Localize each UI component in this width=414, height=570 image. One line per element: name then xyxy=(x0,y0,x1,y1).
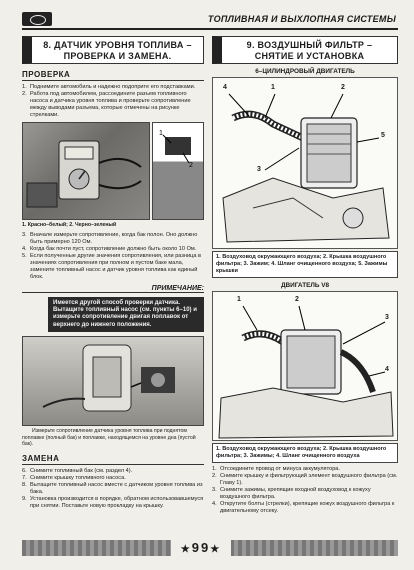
list-item-text: Отсоедините провод от минуса аккумулятора. xyxy=(220,466,340,472)
list-item-text: Вначале измерьте сопротивление, когда бак полон. Оно должно быть примерно 120 Ом. xyxy=(30,231,198,245)
list-item xyxy=(22,475,204,482)
fuel-pump-icon xyxy=(23,337,203,425)
list-item-number: 1. xyxy=(22,84,27,90)
check-steps-list xyxy=(22,84,204,119)
list-item xyxy=(22,482,204,496)
list-item-text: Снимите топливный бак (см. раздел 4). xyxy=(30,467,133,474)
multimeter-icon xyxy=(23,123,149,219)
list-item-number: 3. xyxy=(22,231,27,238)
list-item-number: 2. xyxy=(22,91,27,97)
callout-1: 1 xyxy=(237,296,241,303)
list-item xyxy=(22,468,204,475)
list-item xyxy=(22,496,204,510)
air-filter-steps-list xyxy=(212,466,398,515)
connector-icon xyxy=(153,123,203,219)
list-item-number: 6. xyxy=(22,467,27,474)
engine6-caption: 1. Воздуховод окружающего воздуха; 2. Крышка воздушного фильтра; 3. Зажим; 4. Шланг очищенного воздуха; 5. Зажимы крышки xyxy=(212,251,398,278)
engine6-diagram xyxy=(212,77,398,249)
callout-1: 1 xyxy=(271,84,275,91)
list-item xyxy=(22,91,204,119)
replace-steps-list xyxy=(22,468,204,510)
connector-measurement-photo xyxy=(22,122,150,220)
air-filter-v8-illustration xyxy=(213,292,397,440)
callout-3: 3 xyxy=(385,314,389,321)
callout-2: 2 xyxy=(341,84,345,91)
engine8-caption: 1. Воздуховод окружающего воздуха; 2. Крышка воздушного фильтра; 3. Зажимы; 4. Шланг очищенного воздуха xyxy=(212,443,398,463)
star-icon: ★ xyxy=(180,544,192,555)
connector-closeup-photo xyxy=(152,122,204,220)
page-header xyxy=(22,12,398,30)
list-item-number: 9. xyxy=(22,495,27,502)
pump-photo-caption: Измерьте сопротивление датчика уровня топлива при поднятом поплавке (полный бак) и поплавке, находящемся на уровне дна (пустой бак). xyxy=(22,428,196,448)
list-item xyxy=(212,501,398,515)
callout-4: 4 xyxy=(385,366,389,373)
engine8-diagram xyxy=(212,291,398,441)
list-item-text: Снимите зажимы, крепящие входной воздуховод к кожуху воздушного фильтра. xyxy=(220,487,371,500)
svg-text:1: 1 xyxy=(159,130,163,137)
engine8-label: ДВИГАТЕЛЬ V8 xyxy=(280,282,330,289)
chapter-title: ТОПЛИВНАЯ И ВЫХЛОПНАЯ СИСТЕМЫ xyxy=(207,14,396,24)
left-column xyxy=(22,36,204,510)
callout-2: 2 xyxy=(295,296,299,303)
replace-heading: ЗАМЕНА xyxy=(22,454,204,465)
list-item-text: Открутите болты (стрелки), крепящие кожух воздушного фильтра к двигательному отсеку. xyxy=(220,501,395,514)
list-item xyxy=(22,232,204,246)
svg-text:2: 2 xyxy=(189,162,193,169)
list-item xyxy=(22,246,204,253)
list-item-number: 8. xyxy=(22,481,27,488)
list-item xyxy=(22,84,204,91)
list-item-text: Поднимите автомобиль и надежно подоприте его подставками. xyxy=(30,84,196,90)
air-filter-6cyl-illustration xyxy=(213,78,397,248)
list-item-text: Когда бак почти пуст, сопротивление должно быть около 10 Ом. xyxy=(30,245,197,252)
note-box: Имеется другой способ проверки датчика. Вытащите топливный насос (см. пункты 6–10) и измерьте сопротивление двигая поплавок от верхнего до нижнего положения. xyxy=(48,297,204,333)
list-item-number: 4. xyxy=(212,501,217,507)
callout-4: 4 xyxy=(223,84,227,91)
list-item-number: 4. xyxy=(22,245,27,252)
list-item-text: Работа под автомобилем, рассоедините разъем топливного насоса и датчика уровня топлива и проверьте сопротивление между выводами разъема, которые отмечены на рисунке стрелками. xyxy=(30,91,191,118)
list-item-text: Установка производится в порядке, обратном использовавшемуся при снятии. Поставьте новую прокладку на крышку. xyxy=(30,495,204,509)
list-item xyxy=(212,473,398,487)
section-9-banner: 9. ВОЗДУШНЫЙ ФИЛЬТР – СНЯТИЕ И УСТАНОВКА xyxy=(212,36,398,64)
list-item-number: 3. xyxy=(212,487,217,493)
note-label: ПРИМЕЧАНИЕ: xyxy=(22,285,204,293)
fuel-pump-photo xyxy=(22,336,204,426)
resistance-steps-list xyxy=(22,232,204,281)
list-item-number: 5. xyxy=(22,252,27,259)
list-item-text: Если полученные другие значения сопротивления, или разница в значениях сопротивления при полном и пустом баке мала, замените топливный насос и датчик уровня топлива как единый блок. xyxy=(30,252,201,280)
photo-caption: 1. Красно–белый; 2. Черно–зеленый xyxy=(22,222,117,228)
list-item xyxy=(212,487,398,501)
engine6-label: 6–ЦИЛИНДРОВЫЙ ДВИГАТЕЛЬ xyxy=(255,68,355,75)
list-item-text: Вытащите топливный насос вместе с датчиком уровня топлива из бака. xyxy=(30,481,203,495)
list-item-number: 7. xyxy=(22,474,27,481)
publisher-logo-icon xyxy=(22,12,52,26)
callout-5: 5 xyxy=(381,132,385,139)
callout-3: 3 xyxy=(257,166,261,173)
check-heading: ПРОВЕРКА xyxy=(22,70,204,81)
list-item-number: 1. xyxy=(212,466,217,472)
list-item-number: 2. xyxy=(212,473,217,479)
list-item xyxy=(212,466,398,473)
section-8-banner: 8. ДАТЧИК УРОВНЯ ТОПЛИВА – ПРОВЕРКА И ЗАМЕНА. xyxy=(22,36,204,64)
star-icon: ★ xyxy=(210,544,222,555)
list-item-text: Снимите крышку топливного насоса. xyxy=(30,474,126,481)
list-item-text: Снимите крышку и фильтрующий элемент воздушного фильтра (см. Главу 1). xyxy=(220,473,398,486)
list-item xyxy=(22,253,204,281)
page-number: ★99★ xyxy=(171,537,231,559)
right-column xyxy=(212,36,398,515)
